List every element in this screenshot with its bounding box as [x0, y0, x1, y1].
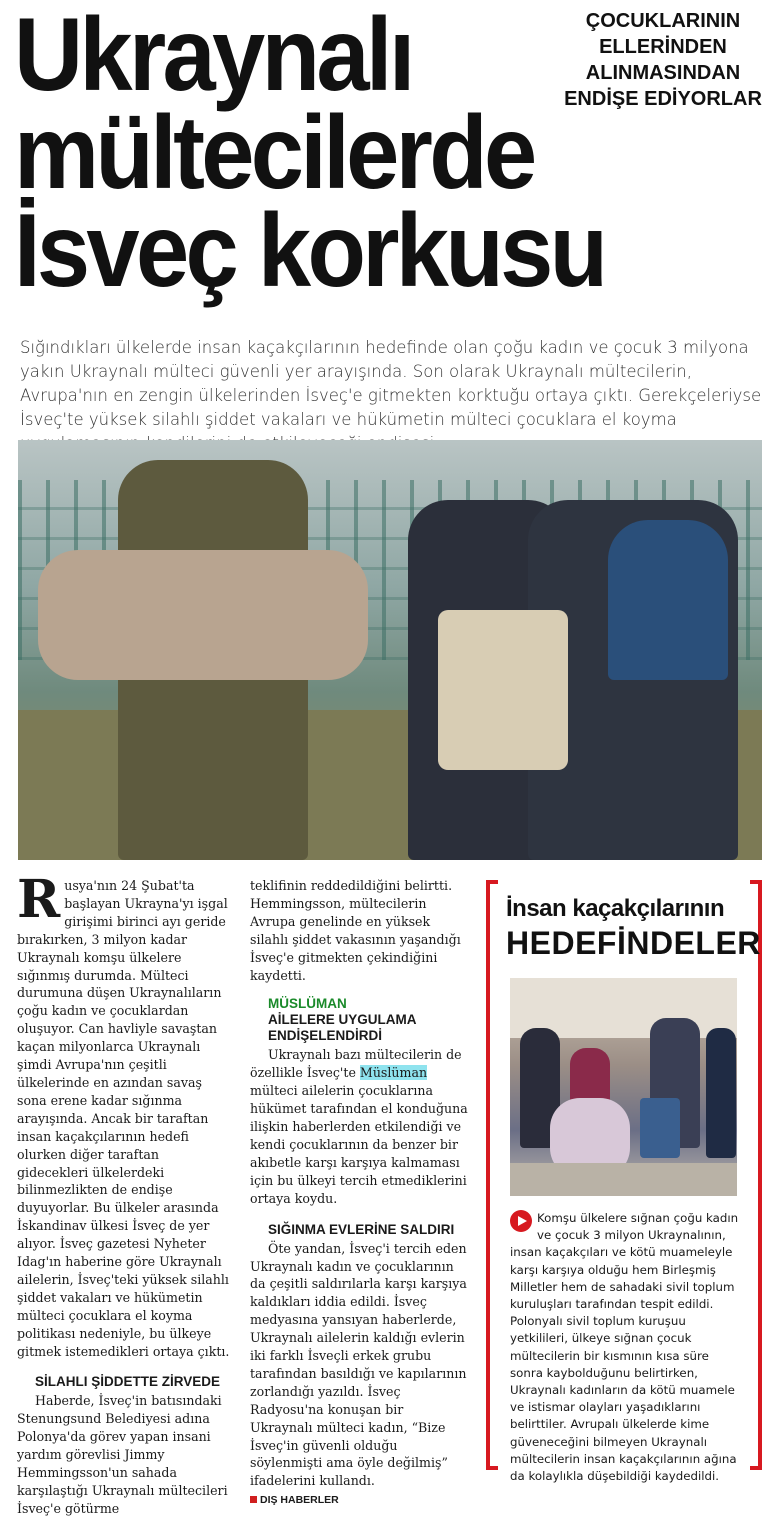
headline-line-2: mültecilerde [14, 95, 534, 211]
play-icon [510, 1210, 532, 1232]
paragraph-part: Ukraynalı bazı mültecilerin de özellikle İsveç'te [250, 1047, 462, 1081]
article-paragraph: teklifinin reddedildiğini belirtti. Hemmingsson, mültecilerin Avrupa genelinde en yüksek silahlı şiddet vakasının yaşandığı İsveç'e gitmekten çekindiğini kaydetti. [250, 878, 461, 983]
headline-line-1: Ukraynalı [14, 0, 412, 113]
subhead: SİLAHLI ŞİDDETTE ZİRVEDE [35, 1374, 221, 1390]
headline [14, 0, 605, 309]
lede: Sığındıkları ülkelerde insan kaçakçılarının hedefinde olan çoğu kadın ve çocuk 3 milyona yakın Ukraynalı mülteci güvenli yer arayışında. Son olarak Ukraynalı mültecilerin, Avrupa'nın en zengin ülkelerinden İsveç'e gitmekten korktuğu ortaya çıktı. Gerekçeleriyse İsveç'te yüksek silahlı şiddet vakaları ve hükümetin mülteci çocuklara el koyma [20, 338, 762, 429]
subhead: SIĞINMA EVLERİNE SALDIRI [268, 1221, 455, 1237]
subhead [268, 996, 468, 1044]
red-bracket-right [750, 880, 762, 1470]
sidebar-paragraph: Komşu ülkelere sığnan çoğu kadın ve çocuk 3 milyon Ukraynalının, insan kaçakçıları ve kötü muameleyle karşı karşıya olduğu hem Birleşmiş Milletler hem de sahadaki sivil toplum kuruluşları tarafından tespit edildi. Polonyalı sivil toplum kuruşuu yetkilileri, ülkeye sığnan çocuk mültecilerin bir kısmının kısa süre sonra kaybolduğunu belirtirken, Ukraynalı kadınların da kötü muamele ve istismar olayları yaşadıklarını belirttiler. Avrupalı ülkelerde kime güveneceğini bilmeyen Ukraynalı mültecilerin insan kaçakçılarının ağına da kolaylıkla düşebildiği kaydedildi. [510, 1211, 739, 1484]
kicker-line: ÇOCUKLARININ [585, 10, 741, 32]
byline [250, 1492, 468, 1510]
article-paragraph: usya'nın 24 Şubat'ta başlayan Ukrayna'yı işgal girişimi birinci ayı geride bırakırken, 3 milyon kadar Ukraynalı komşu ülkelere sığınmış durumda. Mülteci durumuna düşen Ukraynalıların çoğu kadın ve çocuklardan oluşuyor. Can havliyle savaştan kaçan milyonlarca Ukraynalı şimdi Avrupa'nın çeşitli ülkelerinde en azından savaş sona erene kadar sığınma arayışında. Ancak bir taraftan insan kaçakçılarının hedefi olurken diğer taraftan gidecekleri ülkelerdeki bilinmezlikten de endişe duyuyorlar. Bu ülkeler arasında İskandinav ülkesi İsveç de yer alıyor. İsveç gazetesi Nyheter Idag'ın haberine göre Ukraynalı ailelerin, İsveç'teki yüksek silahlı şiddet vakaları ve hükümetin mülteci çocuklara el koyma politikası nedeniyle, bu ülkeye gitmek istemedikleri ortaya çıktı. [17, 878, 230, 1359]
headline-line-3: İsveç korkusu [14, 193, 605, 309]
subhead-rest: AİLELERE UYGULAMA ENDİŞELENDİRDİ [268, 1012, 416, 1044]
byline-text: DIŞ HABERLER [260, 1494, 339, 1507]
photo-figure-child [608, 520, 728, 680]
photo-figure-blanket [38, 550, 368, 680]
kicker-line: ENDİŞE EDİYORLAR [564, 88, 762, 110]
highlighted-word: Müslüman [359, 1065, 428, 1081]
kicker-line: ALINMASINDAN [585, 62, 741, 84]
article-paragraph: Öte yandan, İsveç'i tercih eden Ukraynalı kadın ve çocuklarının da çeşitli saldırılarla karşı karşıya kaldıkları iddia edildi. İsveç medyasına yansıyan haberlerde, Ukraynalı ailelerin kaldığı evlerin iki farklı İsveçli erkek grubu tarafından basıldığı ve kapılarının zorlandığı yazıldı. İsveç Radyosu'na konuşan bir Ukraynalı mülteci kadın, “Bize İsveç'in güvenli olduğu söylenmişti ama öyle değilmiş” ifadelerini kullandı. [250, 1240, 467, 1489]
subhead-green-label: MÜSLÜMAN [268, 996, 347, 1012]
sidebar-title-line-2: HEDEFİNDELER [506, 925, 761, 961]
photo-figure-bundle [438, 610, 568, 770]
article-column-1 [17, 869, 231, 1518]
sidebar-title [506, 894, 761, 962]
sidebar-text [510, 1210, 740, 1485]
sidebar-title-line-1: İnsan kaçakçılarının [506, 895, 725, 922]
article-column-2 [250, 877, 468, 1510]
kicker [558, 8, 768, 112]
kicker-line: ELLERİNDEN [599, 36, 727, 58]
article-paragraph: Haberde, İsveç'in batısındaki Stenungsund Belediyesi adına Polonya'da görev yapan insani yardım görevlisi Jimmy Hemmingsson'un sahada karşılaştığı Ukraynalı mültecileri İsveç'e götürme [17, 1393, 228, 1516]
dropcap: R [17, 869, 61, 930]
red-square-icon [250, 1496, 257, 1503]
sidebar-box [486, 880, 762, 1484]
paragraph-part: mülteci ailelerin çocuklarına hükümet tarafından el konduğuna ilişkin haberlerden etkilendiği ve kendi çocuklarının da benzer bir akıbetle karşı karşıya kalmaması için bu ülkeyi tercih etmediklerini ortaya koydu. [250, 1083, 468, 1206]
article-paragraph [250, 1046, 468, 1207]
sidebar-photo [510, 978, 737, 1196]
main-photo [18, 440, 762, 860]
red-bracket-left [486, 880, 498, 1470]
